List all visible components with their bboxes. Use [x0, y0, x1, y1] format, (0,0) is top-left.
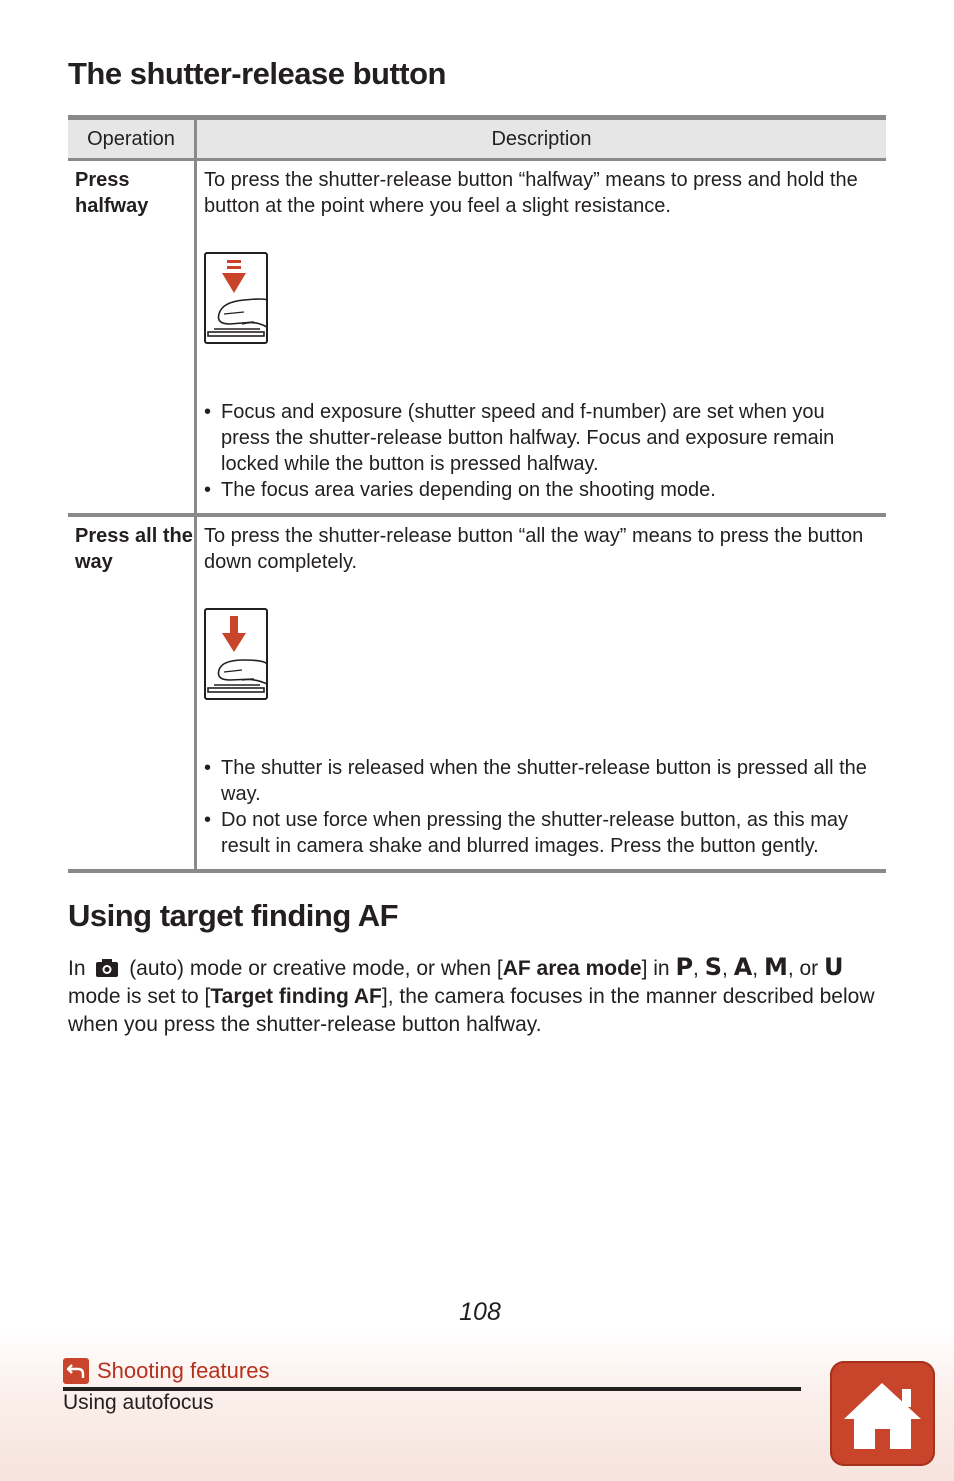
mode-s-icon: S: [704, 953, 723, 981]
list-item: • Focus and exposure (shutter speed and f-number) are set when you press the shutter-release button halfway. Focus and exposure remain locked while the button is pressed halfway.: [204, 401, 835, 475]
af-area-mode-label: AF area mode: [502, 957, 642, 980]
target-finding-paragraph: In (auto) mode or creative mode, or when [AF area mode] in P, S, A, M, or U mode is set to [Target finding AF], the camera focuses in the manner described below when you press the shutter-release button halfway.: [68, 953, 875, 1036]
camera-auto-icon: [95, 958, 119, 978]
mode-a-icon: A: [733, 953, 753, 981]
home-button[interactable]: [830, 1361, 935, 1466]
mode-p-icon: P: [675, 953, 694, 981]
press-all-the-way-icon: [204, 608, 268, 700]
home-icon: [830, 1361, 935, 1466]
table-header-description: Description: [196, 118, 887, 160]
section-link-shooting-features[interactable]: [63, 1355, 269, 1387]
description-intro: To press the shutter-release button “halfway” means to press and hold the button at the point where you feel a slight resistance.: [204, 169, 858, 217]
operation-label: Press all the way: [75, 525, 193, 573]
list-item: • The focus area varies depending on the shooting mode.: [204, 479, 716, 501]
mode-m-icon: M: [763, 953, 788, 981]
shutter-operations-table: [68, 115, 886, 873]
table-row: [68, 515, 886, 871]
description-intro: To press the shutter-release button “all the way” means to press the button down completely.: [204, 525, 864, 573]
section-title-target-finding: Using target finding AF: [68, 898, 399, 933]
description-cell: [196, 515, 887, 871]
page-number: 108: [459, 1298, 501, 1326]
bullet-list: [204, 755, 879, 859]
mode-u-icon: U: [824, 953, 844, 981]
bullet-list: [204, 399, 879, 503]
sub-section-label: Using autofocus: [63, 1391, 214, 1414]
operation-cell: [68, 515, 196, 871]
section-title-shutter: The shutter-release button: [68, 56, 446, 91]
operation-label: Press halfway: [75, 169, 149, 217]
table-row: [68, 160, 886, 516]
operation-cell: [68, 160, 196, 516]
list-item: • Do not use force when pressing the shutter-release button, as this may result in camera shake and blurred images. Press the button gently.: [204, 809, 849, 857]
description-cell: [196, 160, 887, 516]
section-link-label: Shooting features: [97, 1358, 270, 1383]
list-item: • The shutter is released when the shutter-release button is pressed all the way.: [204, 757, 867, 805]
press-halfway-icon: [204, 252, 268, 344]
back-arrow-icon: [63, 1358, 89, 1384]
table-header-operation: Operation: [68, 118, 196, 160]
target-finding-af-label: Target finding AF: [210, 985, 382, 1008]
